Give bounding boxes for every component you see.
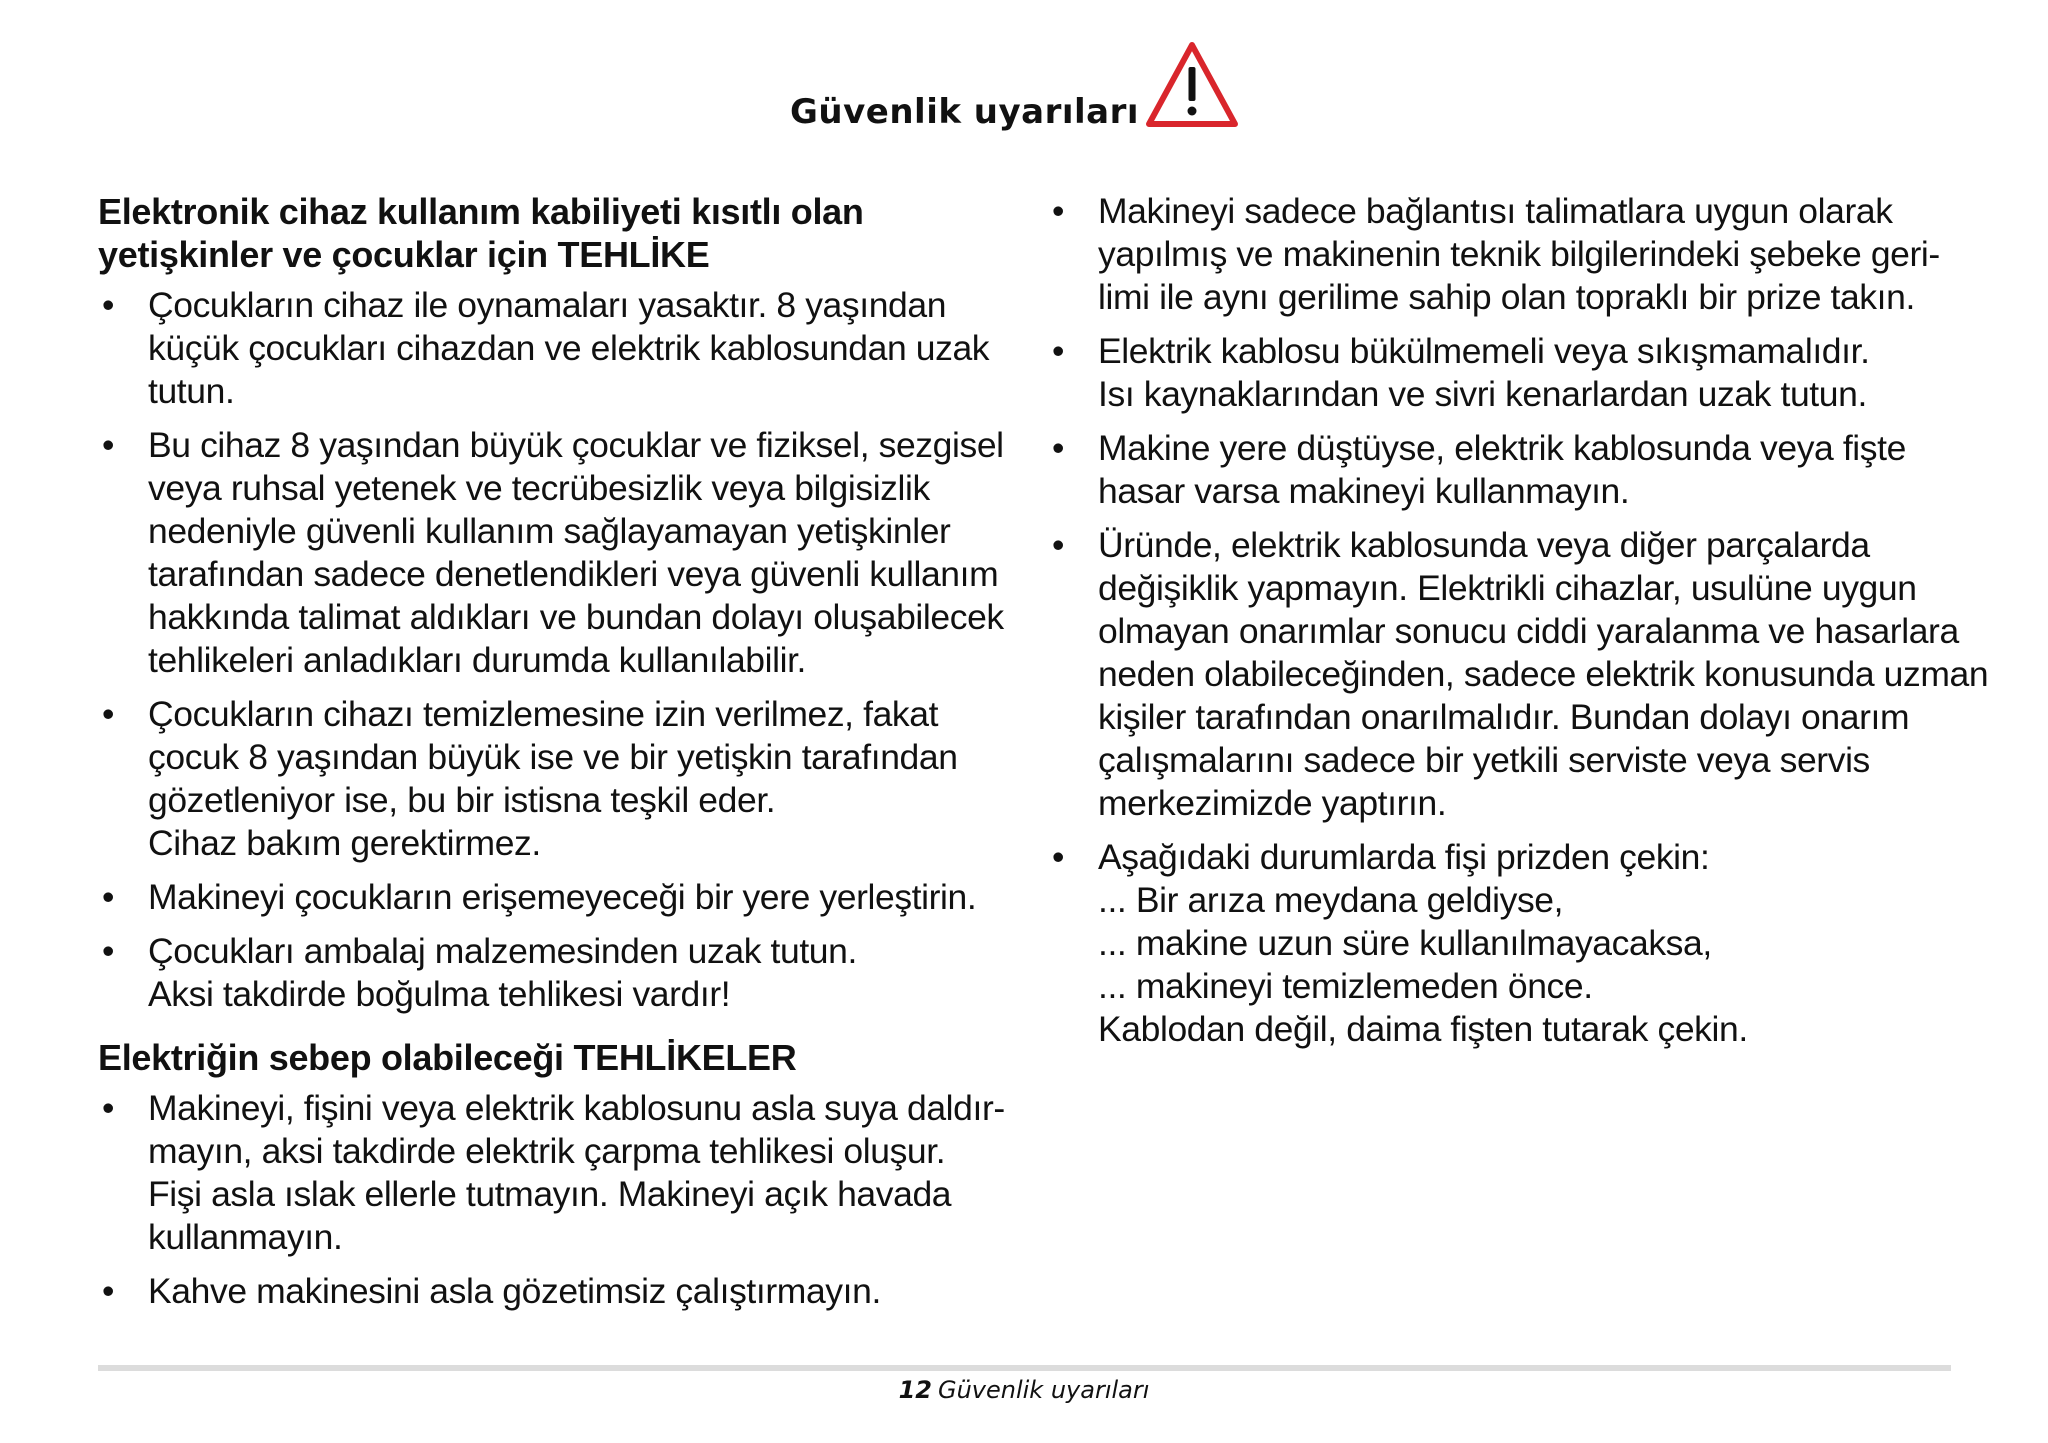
list-item-line: tehlikeleri anladıkları durumda kullanılabilir. — [148, 640, 807, 680]
list-item-line: tarafından sadece denetlendikleri veya güvenli kullanım — [148, 554, 999, 594]
list-item — [98, 284, 998, 413]
list-item-line: hasar varsa makineyi kullanmayın. — [1098, 471, 1630, 511]
list-item-line: merkezimizde yaptırın. — [1098, 783, 1447, 823]
page-footer — [0, 1376, 2048, 1404]
page-header — [0, 40, 2048, 140]
warning-triangle-icon — [1144, 40, 1240, 130]
list-item — [98, 930, 998, 1016]
list-item-line: mayın, aksi takdirde elektrik çarpma tehlikesi oluşur. — [148, 1131, 946, 1171]
electric-danger-list — [98, 1087, 1005, 1313]
bullet-icon: • — [101, 694, 115, 734]
list-item-line: Fişi asla ıslak ellerle tutmayın. Makineyi açık havada — [148, 1174, 952, 1214]
list-item-line: Çocukların cihaz ile oynamaları yasaktır. 8 yaşından — [148, 285, 947, 325]
list-item-line: Çocukların cihazı temizlemesine izin verilmez, fakat — [148, 694, 939, 734]
bullet-icon: • — [1051, 428, 1065, 468]
list-item-line: Kablodan değil, daima fişten tutarak çekin. — [1098, 1009, 1748, 1049]
list-item-line: gözetleniyor ise, bu bir istisna teşkil eder. — [148, 780, 776, 820]
list-item-line: hakkında talimat aldıkları ve bundan dolayı oluşabilecek — [148, 597, 1004, 637]
list-item-line: Makineyi çocukların erişemeyeceği bir yere yerleştirin. — [148, 877, 977, 917]
children-danger-list — [98, 284, 1004, 1016]
list-item-line: neden olabileceğinden, sadece elektrik konusunda uzman — [1098, 654, 1989, 694]
page-title: Güvenlik uyarıları — [790, 92, 1140, 132]
list-item-line: ... makine uzun süre kullanılmayacaksa, — [1098, 923, 1712, 963]
footer-divider — [98, 1365, 1951, 1371]
list-item-line: ... Bir arıza meydana geldiyse, — [1098, 880, 1564, 920]
list-item-line: kullanmayın. — [148, 1217, 343, 1257]
list-item — [98, 424, 1004, 682]
list-item-line: olmayan onarımlar sonucu ciddi yaralanma ve hasarlara — [1098, 611, 1959, 651]
bullet-icon: • — [101, 425, 115, 465]
list-item-line: ... makineyi temizlemeden önce. — [1098, 966, 1593, 1006]
bullet-icon: • — [1051, 331, 1065, 371]
list-item-line: Bu cihaz 8 yaşından büyük çocuklar ve fiziksel, sezgisel — [148, 425, 1004, 465]
list-item-line: yapılmış ve makinenin teknik bilgilerindeki şebeke geri- — [1098, 234, 1940, 274]
electric-danger-list-continued — [1048, 190, 1989, 1051]
list-item-line: Cihaz bakım gerektirmez. — [148, 823, 541, 863]
list-item-line: değişiklik yapmayın. Elektrikli cihazlar, usulüne uygun — [1098, 568, 1917, 608]
bullet-icon: • — [101, 877, 115, 917]
list-item-line: Makineyi sadece bağlantısı talimatlara uygun olarak — [1098, 191, 1893, 231]
list-item-line: veya ruhsal yetenek ve tecrübesizlik veya bilgisizlik — [148, 468, 930, 508]
list-item — [1048, 330, 1968, 416]
bullet-icon: • — [1051, 525, 1065, 565]
list-item-line: Elektrik kablosu bükülmemeli veya sıkışmamalıdır. — [1098, 331, 1870, 371]
list-item — [98, 1270, 998, 1313]
heading-line: Elektronik cihaz kullanım kabiliyeti kısıtlı olan — [98, 191, 864, 232]
list-item-line: Isı kaynaklarından ve sivri kenarlardan uzak tutun. — [1098, 374, 1867, 414]
list-item-line: küçük çocukları cihazdan ve elektrik kablosundan uzak — [148, 328, 990, 368]
list-item-line: limi ile aynı gerilime sahip olan topraklı bir prize takın. — [1098, 277, 1915, 317]
list-item — [1048, 427, 1968, 513]
list-item-line: Makine yere düştüyse, elektrik kablosunda veya fişte — [1098, 428, 1906, 468]
list-item-line: kişiler tarafından onarılmalıdır. Bundan dolayı onarım — [1098, 697, 1910, 737]
section-heading-children-danger — [98, 190, 998, 276]
list-item — [98, 693, 998, 865]
footer-label: Güvenlik uyarıları — [937, 1376, 1150, 1404]
list-item-line: Üründe, elektrik kablosunda veya diğer parçalarda — [1098, 525, 1870, 565]
list-item-line: Çocukları ambalaj malzemesinden uzak tutun. — [148, 931, 857, 971]
list-item — [1048, 524, 1989, 825]
list-item — [98, 876, 998, 919]
bullet-icon: • — [1051, 191, 1065, 231]
list-item — [1048, 836, 1968, 1051]
heading-line: Elektriğin sebep olabileceği TEHLİKELER — [98, 1037, 797, 1078]
right-column — [1048, 190, 1989, 1062]
bullet-icon: • — [1051, 837, 1065, 877]
list-item — [1048, 190, 1968, 319]
bullet-icon: • — [101, 1271, 115, 1311]
list-item-line: çalışmalarını sadece bir yetkili serviste veya servis — [1098, 740, 1870, 780]
left-column — [98, 190, 1005, 1324]
list-item-line: nedeniyle güvenli kullanım sağlayamayan yetişkinler — [148, 511, 951, 551]
list-item — [98, 1087, 1005, 1259]
bullet-icon: • — [101, 931, 115, 971]
section-heading-electric-danger — [98, 1036, 998, 1079]
bullet-icon: • — [101, 1088, 115, 1128]
page-number: 12 — [898, 1376, 932, 1404]
list-item-line: çocuk 8 yaşından büyük ise ve bir yetişkin tarafından — [148, 737, 958, 777]
bullet-icon: • — [101, 285, 115, 325]
list-item-line: Aşağıdaki durumlarda fişi prizden çekin: — [1098, 837, 1710, 877]
list-item-line: Kahve makinesini asla gözetimsiz çalıştırmayın. — [148, 1271, 881, 1311]
heading-line: yetişkinler ve çocuklar için TEHLİKE — [98, 234, 710, 275]
list-item-line: Makineyi, fişini veya elektrik kablosunu asla suya daldır- — [148, 1088, 1005, 1128]
list-item-line: tutun. — [148, 371, 235, 411]
list-item-line: Aksi takdirde boğulma tehlikesi vardır! — [148, 974, 731, 1014]
